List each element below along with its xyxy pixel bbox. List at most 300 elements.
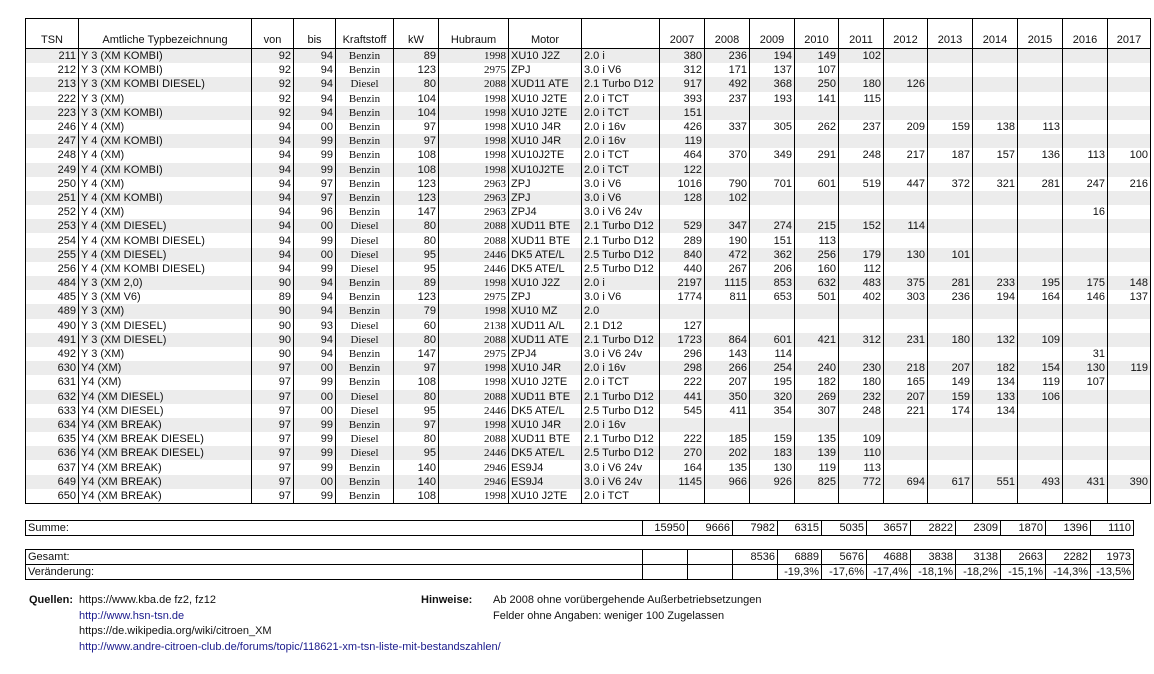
cell-hubraum: 2975 xyxy=(439,63,509,77)
cell-y2009: 926 xyxy=(750,475,795,489)
cell-y2015 xyxy=(1018,233,1063,247)
cell-y2013 xyxy=(928,446,973,460)
cell-typ: Y4 (XM BREAK DIESEL) xyxy=(79,446,252,460)
cell-y2013 xyxy=(928,49,973,64)
header-motor: Motor xyxy=(509,19,582,49)
gesamt-row-value: 3138 xyxy=(956,550,1001,565)
cell-y2010: 256 xyxy=(795,248,839,262)
cell-y2017: 119 xyxy=(1108,361,1151,375)
cell-y2016 xyxy=(1063,489,1108,504)
table-row xyxy=(26,333,1151,347)
veraenderung-row xyxy=(26,565,1134,580)
header-y2010: 2010 xyxy=(795,19,839,49)
cell-y2016: 31 xyxy=(1063,347,1108,361)
header-y2011: 2011 xyxy=(839,19,884,49)
cell-typ: Y 3 (XM) xyxy=(79,304,252,318)
cell-hubraum: 1998 xyxy=(439,92,509,106)
summe-row-value: 6315 xyxy=(778,521,822,536)
header-y2015: 2015 xyxy=(1018,19,1063,49)
cell-y2013 xyxy=(928,319,973,333)
cell-tsn: 484 xyxy=(26,276,79,290)
cell-y2015: 113 xyxy=(1018,120,1063,134)
header-tsn: TSN xyxy=(26,19,79,49)
cell-bis: 00 xyxy=(294,390,336,404)
cell-y2007: 127 xyxy=(660,319,705,333)
cell-hubraum: 2088 xyxy=(439,77,509,91)
cell-tsn: 630 xyxy=(26,361,79,375)
cell-y2011 xyxy=(839,134,884,148)
cell-y2015 xyxy=(1018,418,1063,432)
cell-hubraum: 2446 xyxy=(439,262,509,276)
cell-y2014 xyxy=(973,446,1018,460)
cell-hubraum: 1998 xyxy=(439,148,509,162)
cell-y2017 xyxy=(1108,120,1151,134)
cell-y2007: 440 xyxy=(660,262,705,276)
cell-y2013 xyxy=(928,418,973,432)
cell-y2008: 411 xyxy=(705,404,750,418)
cell-typ: Y 4 (XM) xyxy=(79,148,252,162)
cell-kraftstoff: Diesel xyxy=(336,333,394,347)
cell-motor: XUD11 ATE xyxy=(509,333,582,347)
cell-variante: 3.0 i V6 24v xyxy=(582,347,660,361)
cell-y2009: 254 xyxy=(750,361,795,375)
cell-bis: 99 xyxy=(294,134,336,148)
cell-motor: XU10 J4R xyxy=(509,361,582,375)
cell-y2013: 372 xyxy=(928,177,973,191)
cell-y2015: 195 xyxy=(1018,276,1063,290)
cell-hubraum: 2446 xyxy=(439,446,509,460)
cell-tsn: 634 xyxy=(26,418,79,432)
cell-bis: 99 xyxy=(294,432,336,446)
cell-motor: XU10 J2TE xyxy=(509,375,582,389)
cell-von: 97 xyxy=(252,361,294,375)
cell-motor: XUD11 BTE xyxy=(509,390,582,404)
cell-y2014: 182 xyxy=(973,361,1018,375)
cell-tsn: 252 xyxy=(26,205,79,219)
header-y2016: 2016 xyxy=(1063,19,1108,49)
cell-y2007: 441 xyxy=(660,390,705,404)
cell-y2017 xyxy=(1108,404,1151,418)
cell-y2008: 135 xyxy=(705,460,750,474)
source-1[interactable]: https://www.kba.de fz2, fz12 xyxy=(79,594,216,606)
cell-von: 94 xyxy=(252,262,294,276)
cell-variante: 2.0 i TCT xyxy=(582,92,660,106)
cell-variante: 2.5 Turbo D12 xyxy=(582,404,660,418)
cell-typ: Y 3 (XM V6) xyxy=(79,290,252,304)
table-row xyxy=(26,375,1151,389)
cell-y2017: 390 xyxy=(1108,475,1151,489)
cell-y2009: 151 xyxy=(750,233,795,247)
cell-y2011: 230 xyxy=(839,361,884,375)
cell-y2013 xyxy=(928,63,973,77)
cell-y2011: 109 xyxy=(839,432,884,446)
cell-variante: 3.0 i V6 24v xyxy=(582,205,660,219)
table-row xyxy=(26,77,1151,91)
cell-hubraum: 1998 xyxy=(439,163,509,177)
cell-y2017 xyxy=(1108,319,1151,333)
cell-kraftstoff: Benzin xyxy=(336,92,394,106)
cell-variante: 3.0 i V6 xyxy=(582,177,660,191)
cell-y2010 xyxy=(795,489,839,504)
cell-variante: 2.0 i TCT xyxy=(582,163,660,177)
cell-von: 97 xyxy=(252,489,294,504)
veraenderung-row-label: Veränderung: xyxy=(26,565,643,580)
cell-y2013 xyxy=(928,163,973,177)
cell-y2016 xyxy=(1063,304,1108,318)
cell-bis: 00 xyxy=(294,248,336,262)
cell-kraftstoff: Benzin xyxy=(336,63,394,77)
cell-y2012: 375 xyxy=(884,276,928,290)
cell-bis: 94 xyxy=(294,106,336,120)
cell-variante: 3.0 i V6 xyxy=(582,191,660,205)
cell-y2008: 185 xyxy=(705,432,750,446)
cell-y2008: 966 xyxy=(705,475,750,489)
summe-row-value: 15950 xyxy=(643,521,688,536)
cell-y2010 xyxy=(795,347,839,361)
summe-row-value: 9666 xyxy=(688,521,733,536)
cell-y2013: 149 xyxy=(928,375,973,389)
cell-variante: 2.5 Turbo D12 xyxy=(582,446,660,460)
cell-typ: Y 3 (XM DIESEL) xyxy=(79,333,252,347)
cell-typ: Y 3 (XM 2,0) xyxy=(79,276,252,290)
cell-hubraum: 1998 xyxy=(439,49,509,64)
cell-motor: ZPJ4 xyxy=(509,205,582,219)
cell-y2012 xyxy=(884,319,928,333)
cell-y2007: 529 xyxy=(660,219,705,233)
cell-kw: 104 xyxy=(394,92,439,106)
cell-y2015 xyxy=(1018,347,1063,361)
cell-kraftstoff: Benzin xyxy=(336,290,394,304)
table-row xyxy=(26,63,1151,77)
summe-row-value: 1396 xyxy=(1046,521,1091,536)
cell-y2015 xyxy=(1018,77,1063,91)
source-3[interactable]: https://de.wikipedia.org/wiki/citroen_XM xyxy=(79,625,272,637)
table-row xyxy=(26,92,1151,106)
cell-y2007: 312 xyxy=(660,63,705,77)
cell-y2010: 240 xyxy=(795,361,839,375)
cell-von: 92 xyxy=(252,77,294,91)
cell-tsn: 632 xyxy=(26,390,79,404)
cell-y2012: 165 xyxy=(884,375,928,389)
cell-y2016 xyxy=(1063,219,1108,233)
cell-hubraum: 2946 xyxy=(439,475,509,489)
cell-kw: 140 xyxy=(394,460,439,474)
cell-y2009 xyxy=(750,191,795,205)
cell-y2014 xyxy=(973,191,1018,205)
cell-motor: XU10 J4R xyxy=(509,418,582,432)
summe-row-value: 3657 xyxy=(867,521,911,536)
cell-y2008: 236 xyxy=(705,49,750,64)
cell-y2007: 545 xyxy=(660,404,705,418)
cell-bis: 99 xyxy=(294,375,336,389)
cell-kraftstoff: Benzin xyxy=(336,304,394,318)
cell-kraftstoff: Diesel xyxy=(336,77,394,91)
cell-y2015 xyxy=(1018,432,1063,446)
table-row xyxy=(26,134,1151,148)
cell-kraftstoff: Diesel xyxy=(336,248,394,262)
cell-y2008: 811 xyxy=(705,290,750,304)
cell-y2008 xyxy=(705,163,750,177)
cell-y2014: 233 xyxy=(973,276,1018,290)
cell-hubraum: 2975 xyxy=(439,290,509,304)
cell-motor: XU10 J4R xyxy=(509,134,582,148)
header-variante xyxy=(582,19,660,49)
cell-hubraum: 1998 xyxy=(439,418,509,432)
cell-y2013: 180 xyxy=(928,333,973,347)
table-row xyxy=(26,347,1151,361)
cell-kraftstoff: Benzin xyxy=(336,134,394,148)
cell-y2011: 152 xyxy=(839,219,884,233)
cell-typ: Y 4 (XM KOMBI DIESEL) xyxy=(79,262,252,276)
cell-variante: 2.0 i TCT xyxy=(582,489,660,504)
cell-y2013 xyxy=(928,205,973,219)
cell-y2015 xyxy=(1018,191,1063,205)
cell-y2015: 164 xyxy=(1018,290,1063,304)
cell-y2008: 237 xyxy=(705,92,750,106)
cell-y2010: 135 xyxy=(795,432,839,446)
cell-y2015 xyxy=(1018,489,1063,504)
cell-y2014: 194 xyxy=(973,290,1018,304)
cell-y2015 xyxy=(1018,248,1063,262)
cell-y2011: 402 xyxy=(839,290,884,304)
cell-von: 92 xyxy=(252,92,294,106)
cell-von: 94 xyxy=(252,219,294,233)
cell-y2016 xyxy=(1063,77,1108,91)
cell-y2012: 217 xyxy=(884,148,928,162)
cell-y2014: 133 xyxy=(973,390,1018,404)
cell-y2014 xyxy=(973,432,1018,446)
cell-bis: 99 xyxy=(294,262,336,276)
cell-y2016: 146 xyxy=(1063,290,1108,304)
cell-y2014: 551 xyxy=(973,475,1018,489)
cell-y2015 xyxy=(1018,163,1063,177)
cell-y2011: 102 xyxy=(839,49,884,64)
summe-row-value: 7982 xyxy=(733,521,778,536)
cell-y2015: 493 xyxy=(1018,475,1063,489)
cell-y2010: 113 xyxy=(795,233,839,247)
cell-y2014 xyxy=(973,63,1018,77)
cell-bis: 99 xyxy=(294,460,336,474)
cell-bis: 00 xyxy=(294,361,336,375)
cell-y2012 xyxy=(884,106,928,120)
cell-y2007: 1016 xyxy=(660,177,705,191)
cell-y2009: 114 xyxy=(750,347,795,361)
cell-y2007: 426 xyxy=(660,120,705,134)
table-row xyxy=(26,276,1151,290)
cell-y2012 xyxy=(884,63,928,77)
cell-kraftstoff: Benzin xyxy=(336,163,394,177)
cell-hubraum: 1998 xyxy=(439,304,509,318)
cell-y2013 xyxy=(928,106,973,120)
cell-kw: 80 xyxy=(394,432,439,446)
cell-kraftstoff: Benzin xyxy=(336,489,394,504)
cell-tsn: 253 xyxy=(26,219,79,233)
cell-kraftstoff: Benzin xyxy=(336,361,394,375)
cell-motor: ZPJ xyxy=(509,63,582,77)
cell-y2012: 130 xyxy=(884,248,928,262)
source-link-4[interactable]: http://www.andre-citroen-club.de/forums/topic/118621-xm-tsn-liste-mit-bestandszahlen/ xyxy=(79,640,501,653)
summe-row-value: 5035 xyxy=(822,521,867,536)
table-row xyxy=(26,49,1151,64)
cell-variante: 3.0 i V6 24v xyxy=(582,475,660,489)
cell-kw: 104 xyxy=(394,106,439,120)
cell-y2008: 143 xyxy=(705,347,750,361)
cell-tsn: 491 xyxy=(26,333,79,347)
cell-y2007: 464 xyxy=(660,148,705,162)
cell-y2010: 601 xyxy=(795,177,839,191)
cell-y2013: 159 xyxy=(928,390,973,404)
cell-y2009: 305 xyxy=(750,120,795,134)
cell-typ: Y 4 (XM KOMBI) xyxy=(79,163,252,177)
cell-y2015 xyxy=(1018,106,1063,120)
cell-y2012: 231 xyxy=(884,333,928,347)
cell-y2017 xyxy=(1108,347,1151,361)
cell-y2014 xyxy=(973,106,1018,120)
gesamt-row xyxy=(26,550,1134,565)
cell-y2014 xyxy=(973,49,1018,64)
cell-y2012 xyxy=(884,262,928,276)
cell-y2008 xyxy=(705,418,750,432)
cell-y2014 xyxy=(973,418,1018,432)
cell-kw: 89 xyxy=(394,49,439,64)
cell-y2007: 1723 xyxy=(660,333,705,347)
cell-y2012 xyxy=(884,134,928,148)
cell-y2014 xyxy=(973,489,1018,504)
cell-von: 97 xyxy=(252,475,294,489)
cell-tsn: 485 xyxy=(26,290,79,304)
cell-y2015: 119 xyxy=(1018,375,1063,389)
cell-y2016 xyxy=(1063,134,1108,148)
cell-kraftstoff: Diesel xyxy=(336,432,394,446)
cell-y2013 xyxy=(928,262,973,276)
cell-y2017 xyxy=(1108,248,1151,262)
cell-y2011 xyxy=(839,418,884,432)
cell-hubraum: 1998 xyxy=(439,375,509,389)
cell-y2015: 136 xyxy=(1018,148,1063,162)
cell-y2008: 190 xyxy=(705,233,750,247)
cell-y2007: 164 xyxy=(660,460,705,474)
cell-bis: 94 xyxy=(294,347,336,361)
cell-variante: 2.5 Turbo D12 xyxy=(582,248,660,262)
header-y2017: 2017 xyxy=(1108,19,1151,49)
cell-y2012: 218 xyxy=(884,361,928,375)
cell-y2009: 601 xyxy=(750,333,795,347)
summe-row xyxy=(26,521,1134,536)
cell-kraftstoff: Diesel xyxy=(336,390,394,404)
cell-y2013 xyxy=(928,233,973,247)
cell-bis: 00 xyxy=(294,475,336,489)
cell-von: 92 xyxy=(252,106,294,120)
cell-y2014: 157 xyxy=(973,148,1018,162)
cell-y2013 xyxy=(928,191,973,205)
cell-tsn: 246 xyxy=(26,120,79,134)
cell-hubraum: 2138 xyxy=(439,319,509,333)
cell-y2015 xyxy=(1018,63,1063,77)
table-row xyxy=(26,304,1151,318)
cell-tsn: 633 xyxy=(26,404,79,418)
cell-y2009: 159 xyxy=(750,432,795,446)
cell-y2016: 431 xyxy=(1063,475,1108,489)
cell-y2007 xyxy=(660,304,705,318)
cell-typ: Y 4 (XM DIESEL) xyxy=(79,219,252,233)
cell-y2008: 102 xyxy=(705,191,750,205)
cell-y2017 xyxy=(1108,205,1151,219)
cell-tsn: 251 xyxy=(26,191,79,205)
cell-y2007: 1774 xyxy=(660,290,705,304)
cell-y2008 xyxy=(705,106,750,120)
cell-bis: 94 xyxy=(294,92,336,106)
cell-typ: Y 3 (XM) xyxy=(79,347,252,361)
cell-y2010: 825 xyxy=(795,475,839,489)
cell-y2015 xyxy=(1018,205,1063,219)
cell-y2016 xyxy=(1063,390,1108,404)
cell-y2010: 262 xyxy=(795,120,839,134)
gesamt-row-value xyxy=(643,550,688,565)
cell-y2011 xyxy=(839,233,884,247)
cell-y2014 xyxy=(973,205,1018,219)
cell-y2010: 632 xyxy=(795,276,839,290)
cell-typ: Y4 (XM BREAK) xyxy=(79,489,252,504)
cell-y2016 xyxy=(1063,319,1108,333)
cell-y2007: 2197 xyxy=(660,276,705,290)
table-row xyxy=(26,219,1151,233)
cell-y2015 xyxy=(1018,460,1063,474)
cell-hubraum: 2088 xyxy=(439,432,509,446)
cell-y2013 xyxy=(928,489,973,504)
summe-table xyxy=(25,520,1134,536)
cell-typ: Y4 (XM BREAK) xyxy=(79,475,252,489)
cell-y2016 xyxy=(1063,49,1108,64)
cell-y2015: 281 xyxy=(1018,177,1063,191)
cell-typ: Y 3 (XM KOMBI) xyxy=(79,106,252,120)
cell-typ: Y 4 (XM KOMBI) xyxy=(79,191,252,205)
cell-y2008: 790 xyxy=(705,177,750,191)
gesamt-row-value: 6889 xyxy=(778,550,822,565)
cell-von: 90 xyxy=(252,347,294,361)
table-row xyxy=(26,290,1151,304)
cell-y2017: 216 xyxy=(1108,177,1151,191)
cell-y2017: 137 xyxy=(1108,290,1151,304)
source-link-2[interactable]: http://www.hsn-tsn.de xyxy=(79,609,185,622)
veraenderung-row-value: -14,3% xyxy=(1046,565,1091,580)
cell-tsn: 492 xyxy=(26,347,79,361)
cell-y2008: 267 xyxy=(705,262,750,276)
cell-kw: 147 xyxy=(394,347,439,361)
cell-y2011: 112 xyxy=(839,262,884,276)
header-typ: Amtliche Typbezeichnung xyxy=(79,19,252,49)
cell-von: 94 xyxy=(252,191,294,205)
cell-motor: ZPJ4 xyxy=(509,347,582,361)
cell-von: 92 xyxy=(252,63,294,77)
cell-y2007: 917 xyxy=(660,77,705,91)
cell-motor: XU10 J2TE xyxy=(509,92,582,106)
cell-y2007: 1145 xyxy=(660,475,705,489)
table-row xyxy=(26,106,1151,120)
cell-hubraum: 2975 xyxy=(439,347,509,361)
header-bis: bis xyxy=(294,19,336,49)
cell-von: 90 xyxy=(252,333,294,347)
cell-y2012 xyxy=(884,432,928,446)
cell-typ: Y 4 (XM KOMBI) xyxy=(79,134,252,148)
veraenderung-row-value xyxy=(688,565,733,580)
note-1: Ab 2008 ohne vorübergehende Außerbetriebsetzungen xyxy=(493,594,762,606)
cell-y2014 xyxy=(973,134,1018,148)
cell-y2007: 840 xyxy=(660,248,705,262)
cell-motor: XU10 J2TE xyxy=(509,106,582,120)
cell-y2013: 617 xyxy=(928,475,973,489)
cell-y2011: 248 xyxy=(839,148,884,162)
cell-y2013 xyxy=(928,304,973,318)
